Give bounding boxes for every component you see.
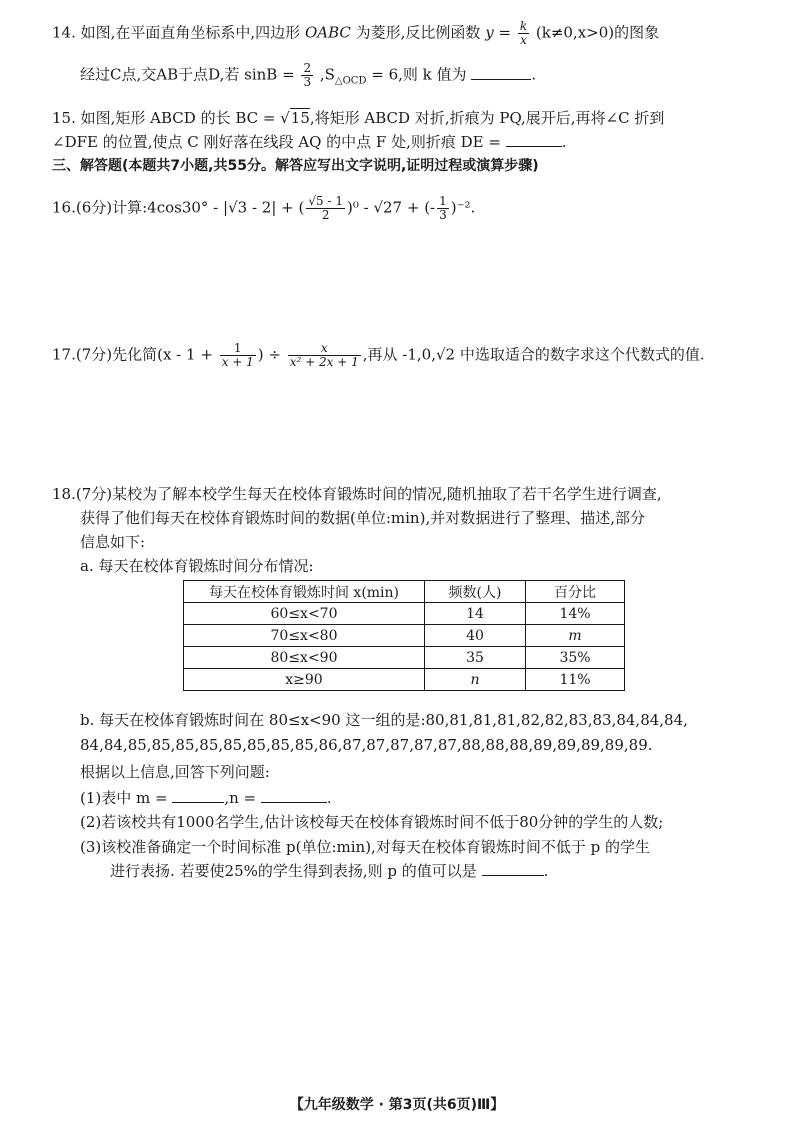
q18-line3: 信息如下: <box>80 533 146 551</box>
q14-sin-num: 2 <box>303 61 312 75</box>
q18-sub1 <box>80 786 742 810</box>
table-cell: 11% <box>526 669 625 691</box>
table-cell: x≥90 <box>184 669 425 691</box>
q15-line1: 15. 如图,矩形 ABCD 的长 BC = √15,将矩形 ABCD 对折,折痕为 PQ,展开后,再将∠C 折到 <box>52 109 665 127</box>
q14-text-e: = 6,则 k 值为 <box>371 65 467 84</box>
q18-sub3-line2 <box>110 859 742 883</box>
q16-frac2 <box>437 195 449 222</box>
q16-frac1 <box>306 195 345 222</box>
q17-frac2-num: x <box>288 342 361 356</box>
q14-area-sub: △OCD <box>334 75 367 87</box>
table-row <box>184 625 625 647</box>
q14-line2 <box>80 62 742 94</box>
q17-mid: ) ÷ <box>257 345 281 364</box>
q17-frac1-num: 1 <box>220 342 256 356</box>
table-cell: 35% <box>526 647 625 669</box>
q17-line <box>52 342 742 369</box>
q14-sin-fraction <box>301 62 313 89</box>
q18-line2: 获得了他们每天在校体育锻炼时间的数据(单位:min),并对数据进行了整理、描述,部分 <box>80 509 645 527</box>
q16-frac2-den: 3 <box>439 208 447 222</box>
q16-head: 16.(6分)计算:4cos30° - |√3 - 2| + <box>52 198 294 217</box>
table-header: 频数(人) <box>425 581 526 603</box>
q16-frac2-num: 1 <box>439 194 447 208</box>
q14-answer-blank[interactable] <box>471 63 531 80</box>
q17-frac1 <box>220 342 256 369</box>
table-header-row <box>184 581 625 603</box>
n-answer-blank[interactable] <box>261 786 327 803</box>
q18-sub1-a: (1)表中 m = <box>80 789 168 807</box>
q15-text-c: ∠DFE 的位置,使点 C 刚好落在线段 AQ 的中点 F 处,则折痕 DE = <box>52 133 501 151</box>
q15-line2 <box>52 130 742 154</box>
q18-sub1-b: ,n = <box>224 789 257 807</box>
q14-oabc: OABC <box>304 23 351 42</box>
q14-frac-den: x <box>520 33 527 47</box>
m-answer-blank[interactable] <box>172 786 224 803</box>
q15-text-b: ,将矩形 ABCD 对折,折痕为 PQ,展开后,再将∠C 折到 <box>309 109 665 127</box>
q18-sub2: (2)若该校共有1000名学生,估计该校每天在校体育锻炼时间不低于80分钟的学生的人数; <box>80 813 664 831</box>
q18-sub3-end: . <box>543 862 549 880</box>
q14-line1 <box>52 20 742 47</box>
table-cell: 70≤x<80 <box>184 625 425 647</box>
q14-fraction <box>518 20 529 47</box>
q15-end: . <box>561 133 567 151</box>
table-row <box>184 647 625 669</box>
q14-text-a: 14. 如图,在平面直角坐标系中,四边形 <box>52 23 301 42</box>
q15-sqrt: 15 <box>290 109 310 127</box>
table-row <box>184 603 625 625</box>
q18-part-b2: 84,84,85,85,85,85,85,85,85,85,86,87,87,87,87,87,88,88,88,89,89,89,89,89. <box>80 736 653 754</box>
q14-frac-num: k <box>519 19 528 33</box>
q14-end: . <box>531 65 537 84</box>
q16-line: 16.(6分)计算:4cos30° - |√3 - 2| + ( $\frac{√5 - 1}{2}$ )⁰ - √27 + (- $\frac{1}{3}$ )⁻². <box>52 194 476 222</box>
q17-frac2-den: x² + 2x + 1 <box>289 355 359 369</box>
q14-condition: (k≠0,x>0)的图象 <box>535 23 660 42</box>
table-cell: 60≤x<70 <box>184 603 425 625</box>
q15-answer-blank[interactable] <box>506 130 562 147</box>
q17-frac2 <box>288 342 361 369</box>
page-footer: 【九年级数学 · 第3页(共6页)Ⅲ】 <box>289 1097 505 1113</box>
q14-func-lhs: y = <box>485 23 512 42</box>
q16-frac1-den: 2 <box>321 208 330 222</box>
table-cell: 14% <box>526 603 625 625</box>
table-row <box>184 669 625 691</box>
section-header: 三、解答题(本题共7小题,共55分。解答应写出文字说明,证明过程或演算步骤) <box>52 158 539 174</box>
q14-text-b: 为菱形,反比例函数 <box>355 23 481 42</box>
q17-head: 17.(7分)先化简(x - 1 + <box>52 345 213 364</box>
table-cell: 40 <box>425 625 526 647</box>
table-header: 每天在校体育锻炼时间 x(min) <box>184 581 425 603</box>
q17-frac1-den: x + 1 <box>221 355 254 369</box>
q14-text-c: 经过C点,交AB于点D,若 sinB = <box>80 65 295 84</box>
table-cell: m <box>526 625 625 647</box>
q18-sub3-line1: (3)该校准备确定一个时间标准 p(单位:min),对每天在校体育锻炼时间不低于 p 的学生 <box>80 838 650 856</box>
table-cell: 35 <box>425 647 526 669</box>
q18-part-a: a. 每天在校体育锻炼时间分布情况: <box>80 557 314 575</box>
distribution-table <box>183 580 625 691</box>
q18-ask: 根据以上信息,回答下列问题: <box>80 763 270 781</box>
q17-tail: ,再从 -1,0,√2 中选取适合的数字求这个代数式的值. <box>362 345 705 364</box>
q14-text-d: ,S <box>319 65 335 84</box>
q18-sub3-text: 进行表扬. 若要使25%的学生得到表扬,则 p 的值可以是 <box>110 862 477 880</box>
q16-frac1-num: √5 - 1 <box>308 194 343 208</box>
table-header: 百分比 <box>526 581 625 603</box>
q14-sin-den: 3 <box>303 75 312 89</box>
table-cell: n <box>425 669 526 691</box>
q16-mid: )⁰ - √27 + (- <box>346 198 436 217</box>
q15-text-a: 15. 如图,矩形 ABCD 的长 BC = <box>52 109 276 127</box>
table-cell: 80≤x<90 <box>184 647 425 669</box>
table-cell: 14 <box>425 603 526 625</box>
p-answer-blank[interactable] <box>482 859 544 876</box>
q18-line1: 18.(7分)某校为了解本校学生每天在校体育锻炼时间的情况,随机抽取了若干名学生进行调查, <box>52 485 662 503</box>
q18-sub1-end: . <box>326 789 332 807</box>
q18-part-b1: b. 每天在校体育锻炼时间在 80≤x<90 这一组的是:80,81,81,81,82,82,83,83,84,84,84, <box>80 711 688 729</box>
q16-tail: )⁻². <box>450 198 476 217</box>
